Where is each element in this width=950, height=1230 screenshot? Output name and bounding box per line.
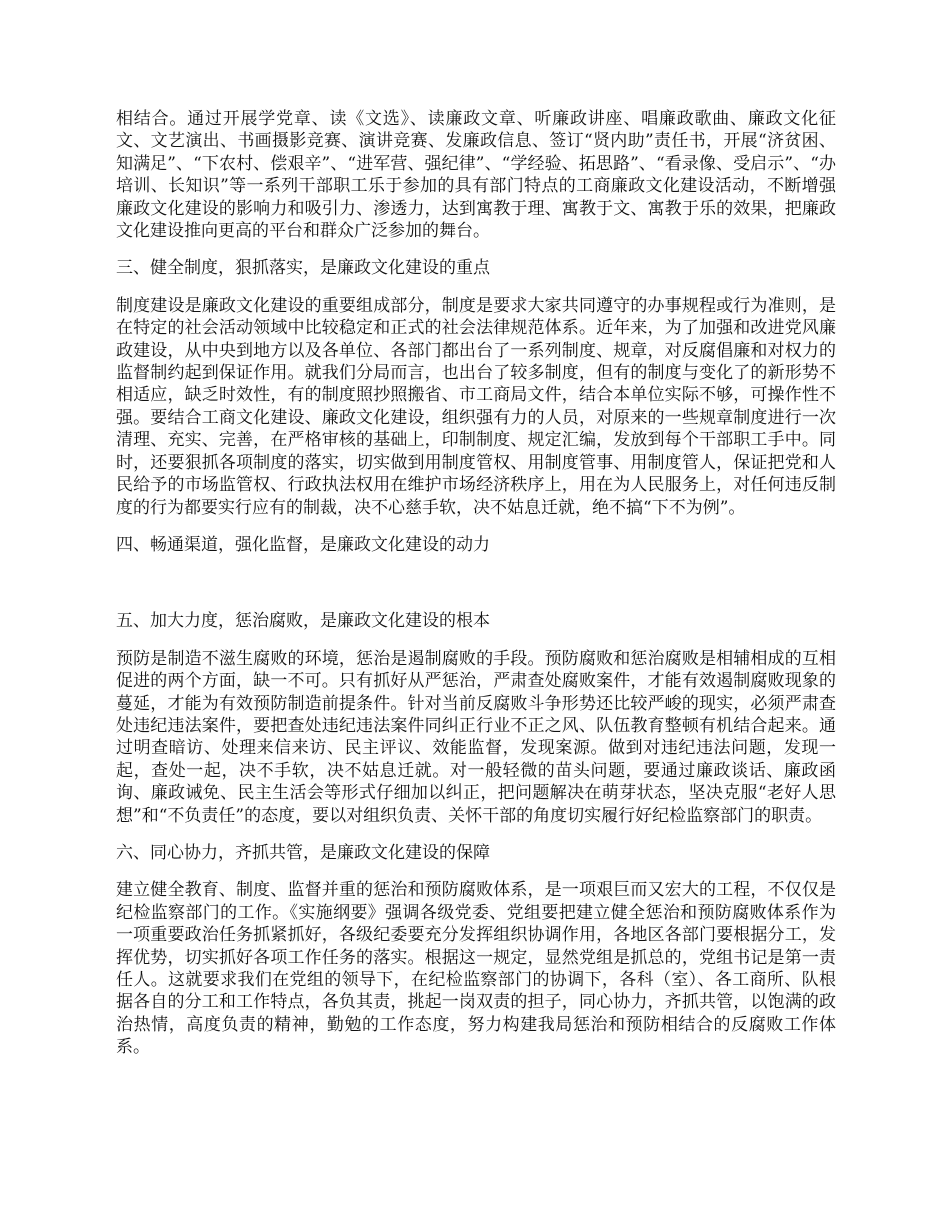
section-heading-4: 四、畅通渠道，强化监督，是廉政文化建设的动力 <box>116 534 490 555</box>
paragraph-section-6: 建立健全教育、制度、监督并重的惩治和预防腐败体系，是一项艰巨而又宏大的工程，不仅仅是纪检监察部门的工作。《实施纲要》强调各级党委、党组要把建立健全惩治和预防腐败体系作为一项重要政治任务抓紧抓好，各级纪委要充分发挥组织协调作用，各地区各部门要根据分工，发挥优势，切实抓好各项工作任务的落实。根据这一规定，显然党组是抓总的，党组书记是第一责任人。这就要求我们在党组的领导下，在纪检监察部门的协调下，各科（室）、各工商所、队根据各自的分工和工作特点，各负其责，挑起一岗双责的担子，同心协力，齐抓共管，以饱满的政治热情，高度负责的精神，勤勉的工作态度，努力构建我局惩治和预防相结合的反腐败工作体系。 <box>116 880 836 1058</box>
paragraph-intro-continuation: 相结合。通过开展学党章、读《文选》、读廉政文章、听廉政讲座、唱廉政歌曲、廉政文化征文、文艺演出、书画摄影竞赛、演讲竞赛、发廉政信息、签订“贤内助”责任书，开展“济贫困、知满足”、“下农村、偿艰辛”、“进军营、强纪律”、“学经验、拓思路”、“看录像、受启示”、“办培训、长知识”等一系列干部职工乐于参加的具有部门特点的工商廉政文化建设活动，不断增强廉政文化建设的影响力和吸引力、渗透力，达到寓教于理、寓教于文、寓教于乐的效果，把廉政文化建设推向更高的平台和群众广泛参加的舞台。 <box>116 109 836 242</box>
section-heading-3: 三、健全制度，狠抓落实，是廉政文化建设的重点 <box>116 258 490 279</box>
paragraph-section-5: 预防是制造不滋生腐败的环境，惩治是遏制腐败的手段。预防腐败和惩治腐败是相辅相成的互相促进的两个方面，缺一不可。只有抓好从严惩治，严肃查处腐败案件，才能有效遏制腐败现象的蔓延，才能为有效预防制造前提条件。针对当前反腐败斗争形势还比较严峻的现实，必须严肃查处违纪违法案件，要把查处违纪违法案件同纠正行业不正之风、队伍教育整顿有机结合起来。通过明查暗访、处理来信来访、民主评议、效能监督，发现案源。做到对违纪违法问题，发现一起，查处一起，决不手软，决不姑息迁就。对一般轻微的苗头问题，要通过廉政谈话、廉政函询、廉政诫免、民主生活会等形式仔细加以纠正，把问题解决在萌芽状态，坚决克服“老好人思想”和“不负责任”的态度，要以对组织负责、关怀干部的角度切实履行好纪检监察部门的职责。 <box>116 648 836 826</box>
section-heading-5: 五、加大力度，惩治腐败，是廉政文化建设的根本 <box>116 611 490 632</box>
paragraph-section-3: 制度建设是廉政文化建设的重要组成部分，制度是要求大家共同遵守的办事规程或行为准则，是在特定的社会活动领域中比较稳定和正式的社会法律规范体系。近年来，为了加强和改进党风廉政建设，从中央到地方以及各单位、各部门都出台了一系列制度、规章，对反腐倡廉和对权力的监督制约起到保证作用。就我们分局而言，也出台了较多制度，但有的制度与变化了的新形势不相适应，缺乏时效性，有的制度照抄照搬省、市工商局文件，结合本单位实际不够，可操作性不强。要结合工商文化建设、廉政文化建设，组织强有力的人员，对原来的一些规章制度进行一次清理、充实、完善，在严格审核的基础上，印制制度、规定汇编，发放到每个干部职工手中。同时，还要狠抓各项制度的落实，切实做到用制度管权、用制度管事、用制度管人，保证把党和人民给予的市场监管权、行政执法权用在维护市场经济秩序上，用在为人民服务上，对任何违反制度的行为都要实行应有的制裁，决不心慈手软，决不姑息迁就，绝不搞“下不为例”。 <box>116 295 836 518</box>
document-body <box>116 108 836 1074</box>
section-heading-6: 六、同心协力，齐抓共管，是廉政文化建设的保障 <box>116 842 490 863</box>
